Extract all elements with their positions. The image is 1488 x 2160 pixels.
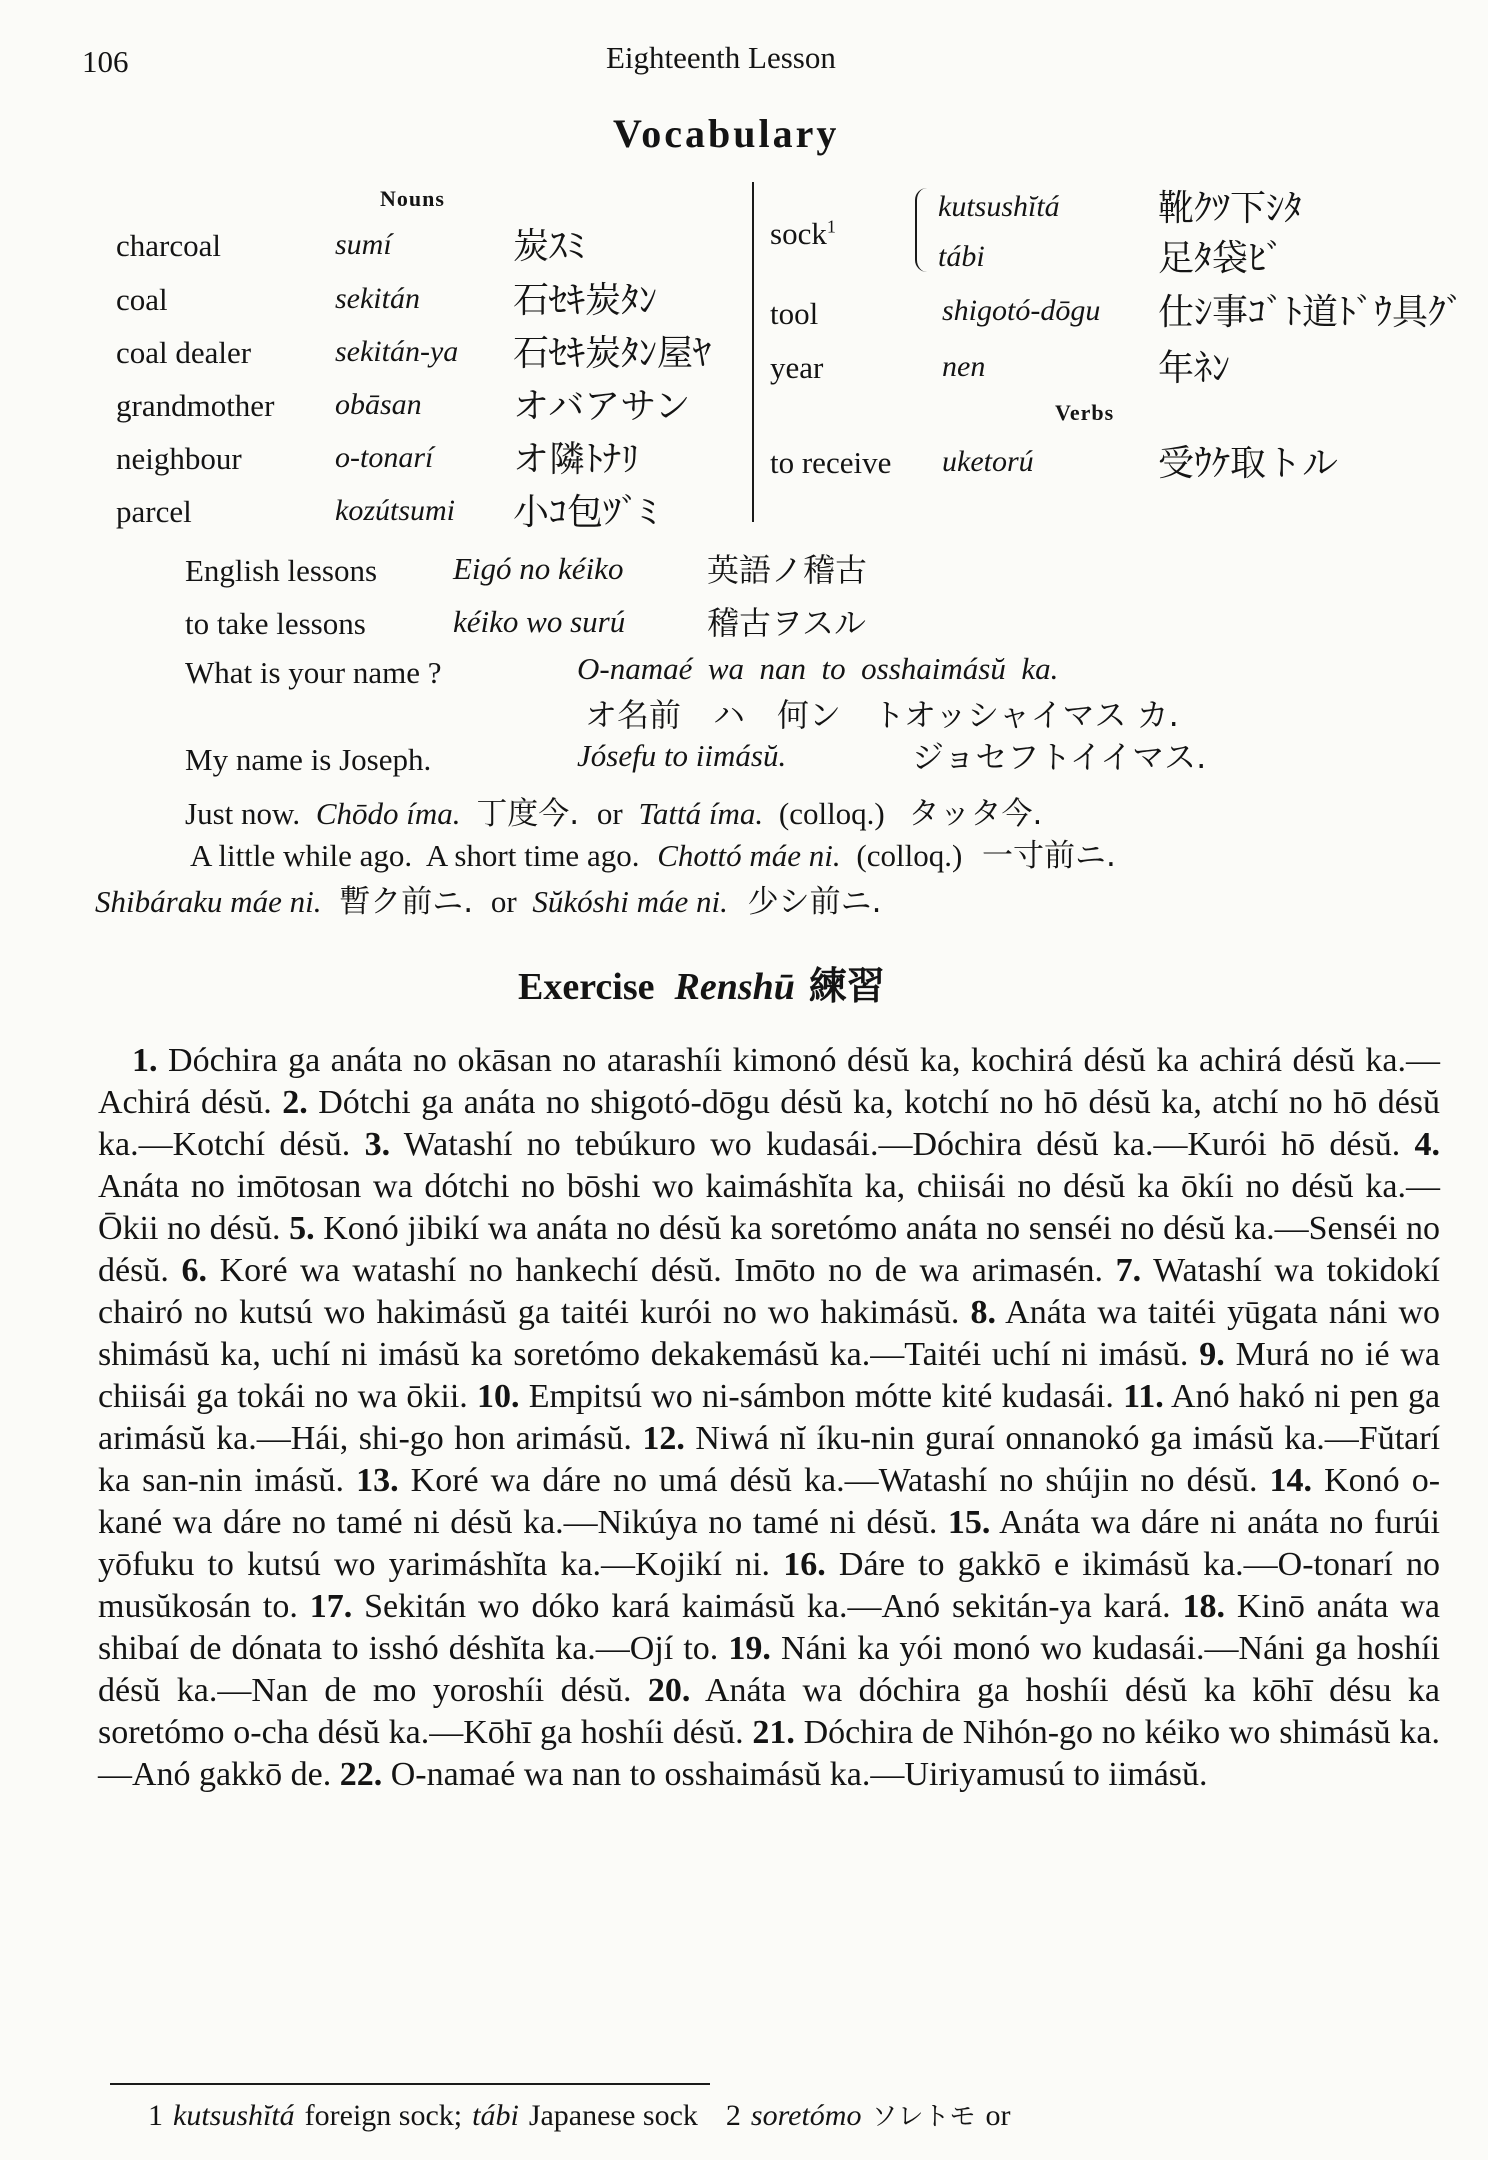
phrase-english: to take lessons	[185, 606, 366, 641]
phrase-english: What is your name ?	[185, 655, 442, 690]
phrase-romaji: Jósefu to iimásŭ.	[577, 738, 787, 773]
footnote-number: 1	[148, 2099, 163, 2132]
phrase-romaji: Chōdo íma.	[315, 796, 461, 831]
vocab-english: coal	[116, 282, 168, 317]
exercise-romaji: Renshū	[674, 966, 795, 1008]
vocab-english: charcoal	[116, 228, 221, 263]
phrase-romaji: Chottó máe ni.	[657, 838, 841, 873]
phrase-japanese: 一寸前ニ.	[982, 838, 1116, 874]
footnote-marker: 1	[826, 216, 836, 237]
phrase-japanese: 稽古ヲスル	[707, 604, 867, 642]
vocab-romaji: kozútsumi	[335, 494, 455, 527]
phrase-row	[190, 830, 1116, 875]
exercise-item: 8. Anáta wa taitéi yūgata náni wo shimásŭ ka, uchí ni imásŭ ka soretómo dekakemásŭ ka.—Taitéi uchí ni imásŭ.	[98, 1294, 1441, 1373]
exercise-item: 15. Anáta wa dáre ni anáta no furúi yōfuku to kutsú wo yarimáshĭta ka.—Kojikí ni.	[98, 1504, 1441, 1583]
vocab-english: parcel	[116, 494, 192, 529]
phrase-note: (colloq.)	[778, 796, 885, 831]
exercise-item: 1. Dóchira ga anáta no okāsan no atarashíi kimonó désŭ ka, kochirá désŭ ka achirá désŭ ka.—Achirá désŭ.	[98, 1042, 1440, 1121]
footnote-text: Japanese sock	[528, 2099, 698, 2132]
exercise-item: 12. Niwá nĭ íku-nin guraí onnanokó ga imásŭ ka.—Fŭtarí ka san-nin imásŭ.	[98, 1420, 1441, 1499]
exercise-item: 11. Anó hakó ni pen ga arimásŭ ka.—Hái, shi-go hon arimásŭ.	[98, 1378, 1441, 1457]
running-title: Eighteenth Lesson	[606, 40, 836, 75]
footnote-text: foreign sock;	[304, 2099, 463, 2132]
phrase-row	[185, 788, 1042, 833]
exercise-item: 6. Koré wa watashí no hankechí désŭ. Imōto no de wa arimasén.	[181, 1252, 1103, 1289]
verbs-label: Verbs	[1055, 400, 1115, 425]
vocab-romaji: sekitán-ya	[335, 335, 459, 368]
vocab-romaji: sekitán	[335, 282, 420, 315]
phrase-japanese: 丁度今.	[476, 796, 580, 832]
vocab-japanese: オバアサン	[513, 386, 691, 427]
vocabulary-column-divider	[752, 182, 754, 522]
exercise-item: 9. Murá no ié wa chiisái ga tokái no wa ōkii.	[98, 1336, 1441, 1415]
vocabulary-title: Vocabulary	[613, 111, 840, 156]
page-number: 106	[82, 44, 129, 79]
phrase-japanese: 少シ前ニ.	[747, 884, 882, 920]
phrase-row	[95, 876, 881, 921]
exercise-kanji: 練習	[808, 964, 885, 1008]
exercise-item: 21. Dóchira de Nihón-go no kéiko wo shimásŭ ka.—Anó gakkō de.	[98, 1714, 1440, 1793]
vocab-japanese: 仕ｼ事ｺﾞﾄ道ﾄﾞｳ具ｸﾞ	[1158, 292, 1465, 333]
phrase-romaji: kéiko wo surú	[453, 604, 626, 639]
exercise-item: 20. Anáta wa dóchira ga hoshíi désŭ ka kōhī désu ka soretómo o-cha désŭ ka.—Kōhī ga hoshíi désŭ.	[98, 1672, 1440, 1751]
vocab-japanese: オ隣ﾄﾅﾘ	[513, 439, 640, 480]
phrase-japanese: ジョセフトイイマス.	[912, 738, 1207, 776]
phrase-english: A little while ago. A short time ago.	[190, 838, 640, 873]
vocab-english: year	[770, 350, 824, 385]
vocab-english: to receive	[770, 445, 892, 480]
phrase-english: My name is Joseph.	[185, 742, 432, 777]
footnote-rule	[110, 2083, 710, 2085]
exercise-text	[98, 1040, 1440, 1796]
vocab-romaji: uketorú	[942, 445, 1034, 478]
phrase-english: Just now.	[185, 796, 301, 831]
exercise-item: 10. Empitsú wo ni-sámbon mótte kité kudasái.	[477, 1378, 1114, 1415]
vocab-japanese: 受ｳｹ取トル	[1158, 443, 1339, 484]
vocab-japanese: 石ｾｷ炭ﾀﾝ屋ﾔ	[513, 333, 712, 374]
phrase-note: (colloq.)	[856, 838, 963, 873]
vocab-english: tool	[770, 296, 819, 331]
phrase-japanese: タッタ今.	[908, 796, 1043, 832]
vocab-english: sock$^1$	[770, 216, 836, 251]
vocab-japanese: 小ｺ包ﾂﾞﾐ	[513, 492, 658, 533]
exercise-title: Exercise	[518, 966, 655, 1008]
vocab-romaji: obāsan	[335, 388, 422, 421]
vocab-english: coal dealer	[116, 335, 252, 370]
footnote-romaji: kutsushĭtá	[173, 2099, 295, 2132]
exercise-item: 5. Konó jibikí wa anáta no désŭ ka soretómo anáta no senséi no désŭ ka.—Senséi no désŭ.	[98, 1210, 1440, 1289]
exercise-item: 2. Dótchi ga anáta no shigotó-dōgu désŭ ka, kotchí no hō désŭ ka, atchí no hō désŭ ka.—Kotchí désŭ.	[98, 1084, 1441, 1163]
footnote-number: 2	[725, 2099, 741, 2132]
vocab-japanese: 年ﾈﾝ	[1158, 348, 1231, 389]
exercise-item: 16. Dáre to gakkō e ikimásŭ ka.—O-tonarí no musŭkosán to.	[98, 1546, 1441, 1625]
exercise-item: 7. Watashí wa tokidokí chairó no kutsú wo hakimásŭ ga taitéi kurói no wo hakimásŭ.	[98, 1252, 1441, 1331]
phrase-japanese: オ名前 ハ 何ン トオッシャイマス カ.	[585, 696, 1179, 734]
vocab-romaji: nen	[942, 350, 986, 383]
phrase-romaji: Sŭkóshi máe ni.	[532, 884, 728, 919]
exercise-item: 17. Sekitán wo dóko kará kaimásŭ ka.—Anó sekitán-ya kará.	[309, 1588, 1171, 1625]
phrase-romaji: O-namaé wa nan to osshaimásŭ ka.	[577, 651, 1059, 686]
vocab-romaji: tábi	[938, 240, 985, 273]
exercise-item: 3. Watashí no tebúkuro wo kudasái.—Dóchira désŭ ka.—Kurói hō désŭ.	[364, 1126, 1401, 1163]
vocab-japanese: 靴ｸﾂ下ｼﾀ	[1158, 188, 1303, 229]
footnote-japanese: ソレトモ	[871, 2102, 976, 2132]
footnote	[148, 2096, 1011, 2133]
vocab-brace	[915, 188, 929, 272]
exercise-heading	[518, 955, 885, 1010]
vocab-english: grandmother	[116, 388, 275, 423]
phrase-romaji: Shibáraku máe ni.	[95, 884, 322, 919]
exercise-item: 19. Náni ka yói monó wo kudasái.—Náni ga hoshíi désŭ ka.—Nan de mo yoroshíi désŭ.	[98, 1630, 1441, 1709]
exercise-item: 14. Konó o-kané wa dáre no tamé ni désŭ ka.—Nikúya no tamé ni désŭ.	[98, 1462, 1441, 1541]
phrase-romaji: Eigó no kéiko	[453, 551, 624, 586]
phrase-japanese: 暫ク前ニ.	[339, 884, 474, 920]
exercise-item: 13. Koré wa dáre no umá désŭ ka.—Watashí no shújin no désŭ.	[356, 1462, 1258, 1499]
vocab-japanese: 足ﾀ袋ﾋﾞ	[1158, 238, 1285, 279]
footnote-text: or	[985, 2099, 1011, 2132]
vocab-japanese: 炭ｽﾐ	[513, 226, 586, 267]
vocab-english: neighbour	[116, 441, 242, 476]
vocab-romaji: shigotó-dōgu	[942, 294, 1101, 327]
phrase-or: or	[596, 796, 623, 831]
vocab-romaji: o-tonarí	[335, 441, 434, 474]
footnote-romaji: tábi	[472, 2099, 519, 2132]
vocab-romaji: kutsushĭtá	[938, 190, 1060, 223]
phrase-japanese: 英語ノ稽古	[707, 551, 868, 589]
nouns-label: Nouns	[380, 186, 445, 211]
exercise-item: 22. O-namaé wa nan to osshaimásŭ ka.—Uiriyamusú to iimásŭ.	[339, 1756, 1208, 1793]
phrase-or: or	[490, 884, 517, 919]
vocab-japanese: 石ｾｷ炭ﾀﾝ	[513, 280, 658, 321]
phrase-english: English lessons	[185, 553, 378, 588]
footnote-romaji: soretómo	[750, 2099, 862, 2132]
exercise-item: 18. Kinō anáta wa shibaí de dónata to isshó déshĭta ka.—Ojí to.	[98, 1588, 1441, 1667]
phrase-romaji: Tattá íma.	[638, 796, 764, 831]
exercise-item: 4. Anáta no imōtosan wa dótchi no bōshi wo kaimáshĭta ka, chiisái no désŭ ka ōkíi no désŭ ka.—Ōkii no désŭ.	[98, 1126, 1441, 1247]
vocab-romaji: sumí	[335, 228, 392, 261]
